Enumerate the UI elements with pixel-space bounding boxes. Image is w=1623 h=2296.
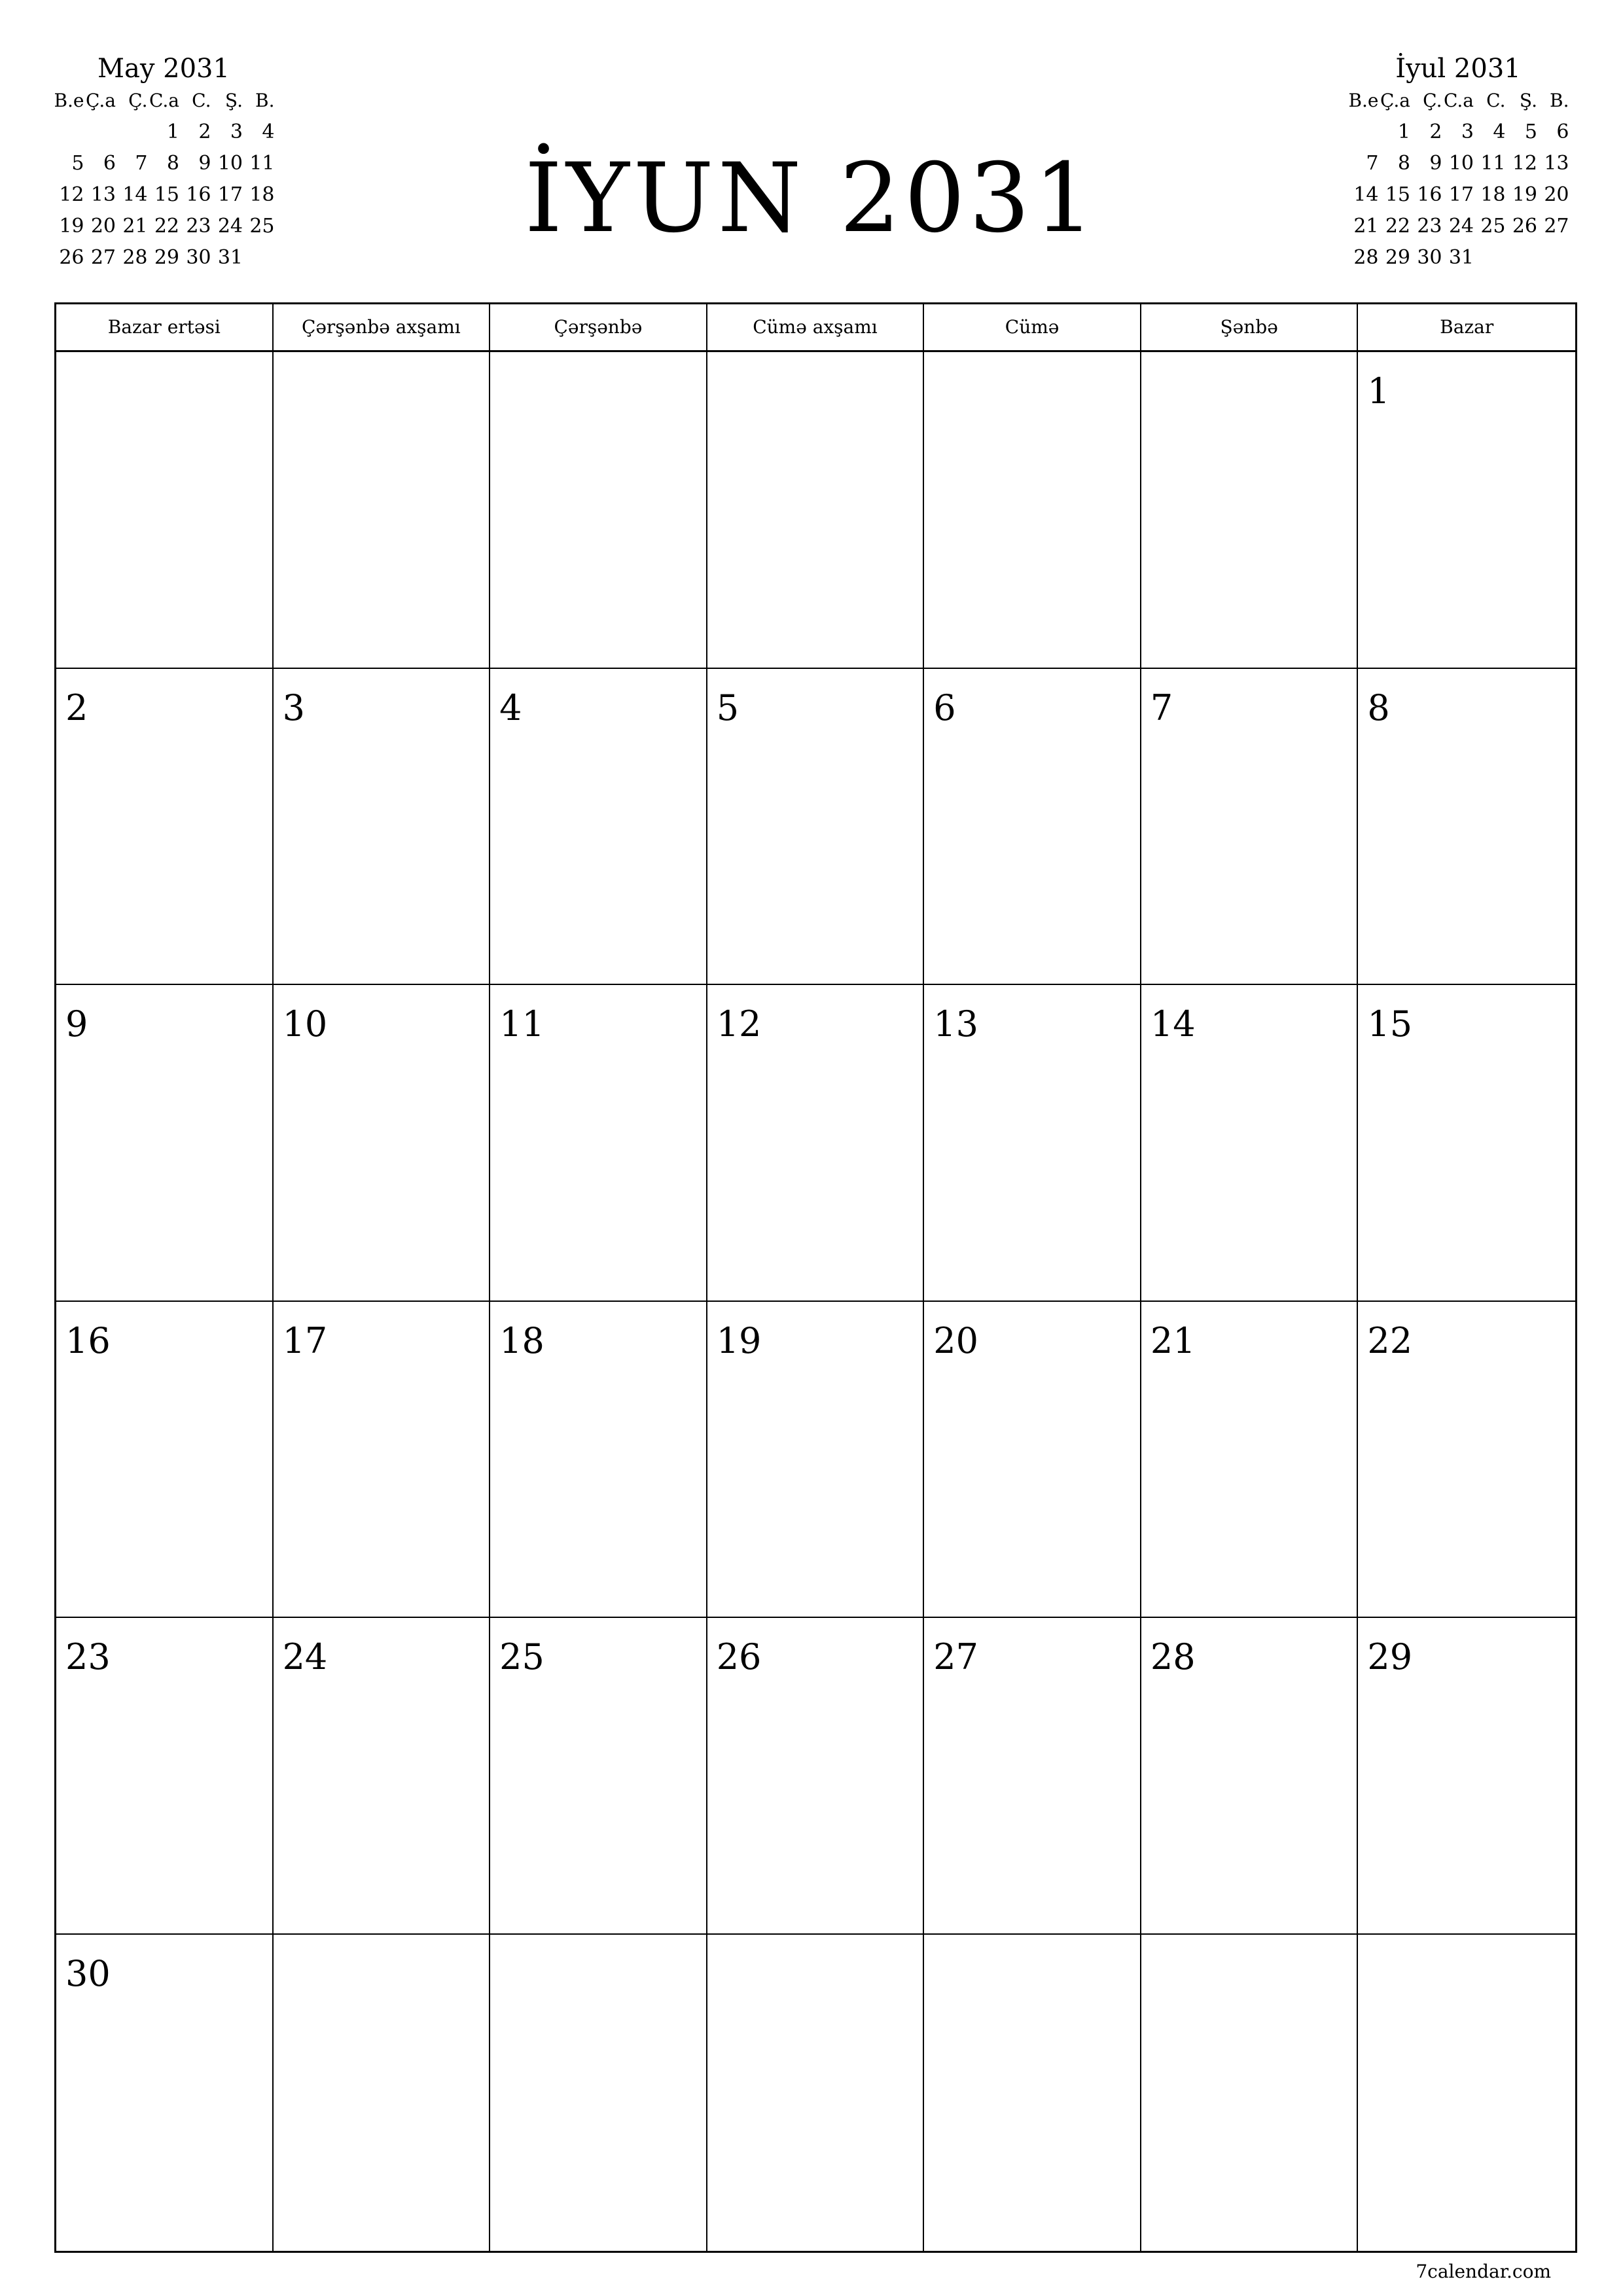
- mini-day: 28: [1353, 246, 1379, 269]
- mini-day: 7: [1366, 152, 1379, 175]
- mini-day: 2: [1429, 120, 1442, 143]
- mini-day: 30: [186, 246, 211, 269]
- mini-day: 10: [1448, 152, 1474, 175]
- mini-day: 11: [249, 152, 275, 175]
- mini-day: 11: [1480, 152, 1506, 175]
- mini-calendar-previous-month: [52, 52, 275, 274]
- mini-day: 13: [1544, 152, 1569, 175]
- mini-day: 12: [1512, 152, 1537, 175]
- weekday-header: Bazar ertəsi: [56, 304, 274, 350]
- mini-weekday-label: C.a: [149, 90, 179, 111]
- day-cell: [1141, 1935, 1359, 2251]
- mini-weekday-label: C.: [192, 90, 211, 111]
- day-number: 6: [933, 687, 956, 728]
- mini-day: 6: [1556, 120, 1569, 143]
- day-number: 24: [282, 1636, 328, 1677]
- day-cell: [490, 1302, 707, 1619]
- mini-calendar-grid: [52, 85, 275, 274]
- day-cell: [1141, 985, 1359, 1302]
- mini-weekday-label: Ç.: [128, 90, 148, 111]
- mini-day: 16: [186, 183, 211, 206]
- day-number: 10: [282, 1003, 328, 1045]
- mini-day: 3: [230, 120, 243, 143]
- mini-day: 18: [1480, 183, 1506, 206]
- mini-day: [84, 117, 116, 148]
- day-number: 30: [65, 1952, 111, 1994]
- day-number: 15: [1367, 1003, 1413, 1045]
- day-cell: [490, 669, 707, 986]
- mini-day: 29: [1385, 246, 1410, 269]
- mini-day: 26: [1512, 215, 1537, 238]
- weekday-header: Cümə axşamı: [707, 304, 925, 350]
- day-cell: [1141, 1618, 1359, 1935]
- day-cell: [924, 352, 1141, 669]
- day-number: 9: [65, 1003, 88, 1045]
- day-number: 1: [1367, 370, 1390, 412]
- day-cell: [56, 1302, 274, 1619]
- mini-weekday-label: Ç.: [1423, 90, 1442, 111]
- mini-day: 22: [1385, 215, 1410, 238]
- day-number: 29: [1367, 1636, 1413, 1677]
- day-number: 11: [499, 1003, 544, 1045]
- mini-weekday-label: B.: [1550, 90, 1569, 111]
- day-cell: [924, 1302, 1141, 1619]
- mini-day: 14: [122, 183, 148, 206]
- weekday-header: Çərşənbə: [490, 304, 707, 350]
- mini-day: 29: [154, 246, 179, 269]
- day-number: 25: [499, 1636, 544, 1677]
- mini-weekday-label: C.a: [1443, 90, 1474, 111]
- day-cell: [490, 985, 707, 1302]
- day-cell: [56, 669, 274, 986]
- mini-weekday-label: Ş.: [1519, 90, 1537, 111]
- day-number: 8: [1367, 687, 1390, 728]
- day-cell: [707, 1935, 925, 2251]
- weekday-header: Çərşənbə axşamı: [274, 304, 491, 350]
- day-cell: [56, 985, 274, 1302]
- mini-day: 18: [249, 183, 275, 206]
- mini-day: 12: [59, 183, 84, 206]
- day-cell: [1358, 1302, 1575, 1619]
- day-number: 28: [1150, 1636, 1196, 1677]
- weekday-header: Bazar: [1440, 316, 1494, 338]
- day-cell: [1358, 1935, 1575, 2251]
- mini-day: 20: [90, 215, 116, 238]
- day-number: 13: [933, 1003, 978, 1045]
- mini-day: 23: [186, 215, 211, 238]
- day-number: 2: [65, 687, 88, 728]
- mini-day: 14: [1353, 183, 1379, 206]
- mini-day: 17: [1448, 183, 1474, 206]
- mini-day: 23: [1417, 215, 1442, 238]
- mini-weekday-label: B.e: [1348, 90, 1379, 111]
- mini-weekday-label: Ç.a: [1380, 90, 1410, 111]
- mini-calendar-next-month: [1347, 52, 1569, 274]
- mini-day: [116, 117, 148, 148]
- day-number: 4: [499, 687, 522, 728]
- day-cell: [274, 1618, 491, 1935]
- mini-weekday-label: B.e: [54, 90, 84, 111]
- mini-day: 31: [217, 246, 243, 269]
- mini-day: 4: [1493, 120, 1506, 143]
- mini-day: 8: [166, 152, 179, 175]
- mini-day: 19: [1512, 183, 1537, 206]
- mini-day: 7: [135, 152, 148, 175]
- mini-weekday-label: Ş.: [224, 90, 243, 111]
- day-number: 26: [716, 1636, 762, 1677]
- mini-day: 31: [1448, 246, 1474, 269]
- mini-day: [243, 242, 275, 274]
- calendar-grid: [56, 352, 1575, 2251]
- mini-weekday-label: C.: [1486, 90, 1506, 111]
- weekday-header: Şənbə: [1141, 304, 1359, 350]
- day-cell: [56, 1935, 274, 2251]
- mini-day: 21: [1353, 215, 1379, 238]
- day-cell: [1358, 669, 1575, 986]
- mini-day: 13: [90, 183, 116, 206]
- day-cell: [1141, 669, 1359, 986]
- mini-calendar-grid: [1347, 85, 1569, 274]
- mini-day: 27: [90, 246, 116, 269]
- day-cell: [924, 1618, 1141, 1935]
- mini-day: 6: [103, 152, 116, 175]
- day-number: 19: [716, 1319, 762, 1361]
- mini-day: 4: [262, 120, 275, 143]
- day-number: 21: [1150, 1319, 1196, 1361]
- mini-day: [1537, 242, 1569, 274]
- mini-day: 1: [1397, 120, 1410, 143]
- day-cell: [1358, 352, 1575, 669]
- day-cell: [1358, 1618, 1575, 1935]
- day-number: 12: [716, 1003, 762, 1045]
- day-number: 14: [1150, 1003, 1196, 1045]
- footer-credit: 7calendar.com: [1416, 2261, 1551, 2282]
- mini-day: 9: [1429, 152, 1442, 175]
- day-cell: [274, 669, 491, 986]
- mini-day: 16: [1417, 183, 1442, 206]
- mini-day: 10: [217, 152, 243, 175]
- mini-day: 24: [1448, 215, 1474, 238]
- day-cell: [274, 352, 491, 669]
- day-cell: [707, 985, 925, 1302]
- day-cell: [274, 1935, 491, 2251]
- day-cell: [274, 1302, 491, 1619]
- mini-day: 22: [154, 215, 179, 238]
- mini-day: 5: [1524, 120, 1537, 143]
- day-cell: [924, 1935, 1141, 2251]
- mini-day: [1474, 242, 1506, 274]
- weekday-header-row: [56, 304, 1575, 352]
- day-number: 16: [65, 1319, 111, 1361]
- mini-day: 17: [217, 183, 243, 206]
- mini-day: 9: [198, 152, 211, 175]
- mini-day: 24: [217, 215, 243, 238]
- mini-day: 21: [122, 215, 148, 238]
- mini-day: 8: [1397, 152, 1410, 175]
- mini-day: 27: [1544, 215, 1569, 238]
- day-cell: [924, 669, 1141, 986]
- day-cell: [924, 985, 1141, 1302]
- mini-weekday-label: Ç.a: [85, 90, 116, 111]
- mini-day: [52, 117, 84, 148]
- day-cell: [490, 352, 707, 669]
- day-cell: [1141, 352, 1359, 669]
- day-number: 5: [716, 687, 740, 728]
- mini-day: 15: [1385, 183, 1410, 206]
- day-number: 3: [282, 687, 305, 728]
- day-number: 20: [933, 1319, 978, 1361]
- day-number: 23: [65, 1636, 111, 1677]
- day-cell: [490, 1618, 707, 1935]
- day-number: 22: [1367, 1319, 1413, 1361]
- day-cell: [56, 352, 274, 669]
- mini-day: 15: [154, 183, 179, 206]
- day-cell: [707, 669, 925, 986]
- mini-calendar-title: May 2031: [98, 54, 230, 84]
- day-number: 17: [282, 1319, 328, 1361]
- day-number: 7: [1150, 687, 1173, 728]
- mini-day: [1506, 242, 1538, 274]
- mini-day: 30: [1417, 246, 1442, 269]
- day-cell: [1358, 985, 1575, 1302]
- mini-day: 19: [59, 215, 84, 238]
- month-calendar: [54, 302, 1577, 2253]
- day-cell: [707, 352, 925, 669]
- day-cell: [707, 1302, 925, 1619]
- mini-day: 20: [1544, 183, 1569, 206]
- mini-day: 2: [198, 120, 211, 143]
- weekday-header: Cümə: [924, 304, 1141, 350]
- day-cell: [56, 1618, 274, 1935]
- mini-day: 5: [71, 152, 84, 175]
- mini-day: 26: [59, 246, 84, 269]
- mini-day: 25: [1480, 215, 1506, 238]
- day-number: 18: [499, 1319, 544, 1361]
- mini-day: [1347, 117, 1379, 148]
- mini-day: 3: [1461, 120, 1474, 143]
- mini-weekday-label: B.: [255, 90, 275, 111]
- mini-day: 25: [249, 215, 275, 238]
- mini-day: 28: [122, 246, 148, 269]
- mini-calendar-title: İyul 2031: [1395, 54, 1521, 84]
- day-cell: [274, 985, 491, 1302]
- mini-day: 1: [166, 120, 179, 143]
- day-cell: [490, 1935, 707, 2251]
- day-cell: [1141, 1302, 1359, 1619]
- page-title: İYUN 2031: [524, 143, 1099, 254]
- day-number: 27: [933, 1636, 978, 1677]
- day-cell: [707, 1618, 925, 1935]
